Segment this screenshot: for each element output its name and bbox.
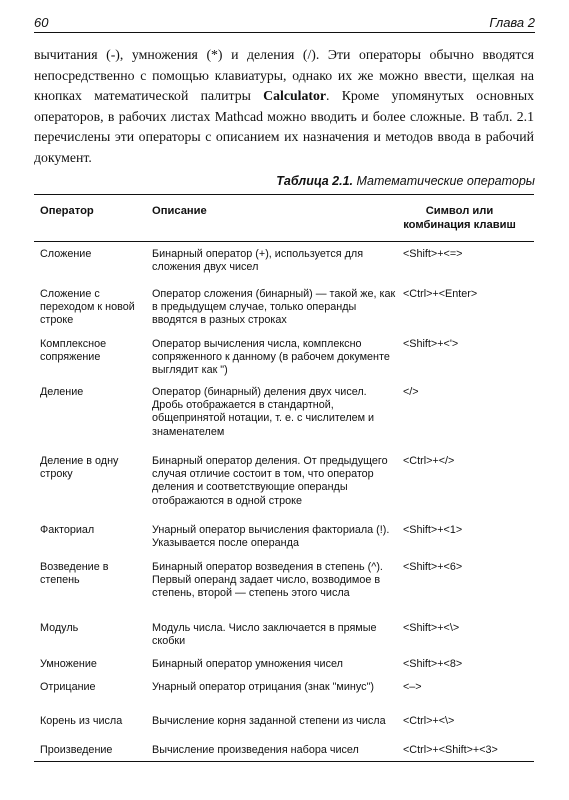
row-keys: </> [403,385,419,398]
table-row [34,616,534,652]
page-number: 60 [34,15,49,30]
row-operator-cell [34,652,152,675]
table-row [34,282,534,332]
row-description-cell [152,709,403,738]
table-caption [276,174,535,188]
row-description: Бинарный оператор возведения в степень (^). Первый операнд задает число, возводимое в степень, второй — степень этого числа [152,560,383,600]
body-paragraph [34,45,534,168]
row-description-cell [152,652,403,675]
row-description-cell [152,675,403,709]
row-operator: Произведение [40,743,113,756]
table-row [34,449,534,518]
header-description: Описание [152,195,403,242]
row-keys-cell [403,332,534,380]
table-row [34,709,534,738]
row-description-cell [152,332,403,380]
header-operator: Оператор [34,195,152,242]
row-keys-cell [403,738,534,762]
row-description: Бинарный оператор деления. От предыдущего случая отличие состоит в том, что оператор деления и соответствующие операнды отображаются в одной строке [152,454,388,507]
paragraph-text-end: . Кроме упомянутых основных операторов, в рабочих листах Mathcad можно вводить и более сложные. В табл. 2.1 перечислены эти операторы с описанием их назначения и методов ввода в рабочий документ. [34,88,535,165]
row-keys: <Shift>+<\> [403,621,460,634]
row-operator: Корень из числа [40,714,123,727]
operators-table-container [34,194,534,762]
row-keys-cell [403,242,534,282]
row-operator: Деление [40,385,84,398]
row-description-cell [152,282,403,332]
row-operator-cell [34,555,152,616]
table-number: Таблица 2.1. [276,174,354,188]
row-keys-cell [403,675,534,709]
row-operator-cell [34,709,152,738]
row-description: Оператор вычисления числа, комплексно сопряженного к данному (в рабочем документе выглядит как ") [152,337,390,377]
row-keys: <–> [403,680,422,693]
row-keys-cell [403,555,534,616]
row-operator-cell [34,675,152,709]
table-header-row [34,195,534,242]
row-operator-cell [34,518,152,555]
row-operator-cell [34,332,152,380]
row-description-cell [152,380,403,449]
row-description: Вычисление корня заданной степени из числа [152,714,386,727]
row-keys-cell [403,709,534,738]
row-description: Бинарный оператор умножения чисел [152,657,343,670]
row-keys: <Ctrl>+<Shift>+<3> [403,743,498,756]
table-row [34,332,534,380]
row-keys: <Shift>+<=> [403,248,463,260]
row-keys: <Shift>+<8> [403,657,463,670]
table-row [34,675,534,709]
row-keys: <Ctrl>+<\> [403,714,455,727]
table-row [34,555,534,616]
row-description: Модуль числа. Число заключается в прямые скобки [152,621,377,647]
row-description-cell [152,738,403,762]
row-operator-cell [34,738,152,762]
row-operator: Сложение [40,248,92,260]
table-row [34,738,534,762]
row-description-cell [152,449,403,518]
row-description: Унарный оператор вычисления факториала (!). Указывается после операнда [152,523,390,549]
row-keys-cell [403,380,534,449]
table-body [34,242,534,762]
row-operator: Сложение с переходом к новой строке [40,287,135,327]
row-keys: <Shift>+<6> [403,560,463,573]
row-keys: <Shift>+<1> [403,523,463,536]
row-keys-cell [403,449,534,518]
row-keys: <Ctrl>+<Enter> [403,287,478,300]
row-description-cell [152,242,403,282]
table-row [34,518,534,555]
row-operator-cell [34,282,152,332]
row-description: Бинарный оператор (+), используется для сложения двух чисел [152,248,364,274]
row-description: Унарный оператор отрицания (знак "минус") [152,680,374,693]
row-description: Оператор сложения (бинарный) — такой же, как в предыдущем случае, только операнды вводятся в разных строках [152,287,396,327]
row-keys-cell [403,282,534,332]
table-title: Математические операторы [353,174,535,188]
row-description-cell [152,555,403,616]
row-keys-cell [403,652,534,675]
row-description: Вычисление произведения набора чисел [152,743,359,756]
row-description-cell [152,616,403,652]
row-operator-cell [34,242,152,282]
row-operator: Умножение [40,657,97,670]
palette-name: Calculator [263,88,326,103]
operators-table [34,194,534,762]
row-keys-cell [403,616,534,652]
table-row [34,380,534,449]
row-description: Оператор (бинарный) деления двух чисел. Дробь отображается в стандартной, общепринятой нотации, т. е. с числителем и знаменателем [152,385,375,438]
row-operator: Деление в одну строку [40,454,119,480]
row-operator: Возведение в степень [40,560,109,586]
table-row [34,242,534,282]
row-operator: Комплексное сопряжение [40,337,107,363]
row-keys-cell [403,518,534,555]
chapter-title: Глава 2 [489,15,535,30]
row-operator-cell [34,616,152,652]
running-header [34,14,535,33]
row-operator: Модуль [40,621,79,634]
row-operator-cell [34,449,152,518]
row-operator: Факториал [40,523,95,536]
row-description-cell [152,518,403,555]
row-keys: <Shift>+<'> [403,337,459,350]
table-row [34,652,534,675]
row-keys: <Ctrl>+</> [403,454,455,467]
paragraph-text-start: вычитания (-), умножения (*) и деления (/). Эти операторы обычно вводятся непосредственно с помощью клавиатуры, однако их же можно ввести, щелкая на кнопках математической палитры [34,47,534,103]
row-operator: Отрицание [40,680,96,693]
header-keys: Символ или комбинация клавиш [403,195,534,242]
row-operator-cell [34,380,152,449]
